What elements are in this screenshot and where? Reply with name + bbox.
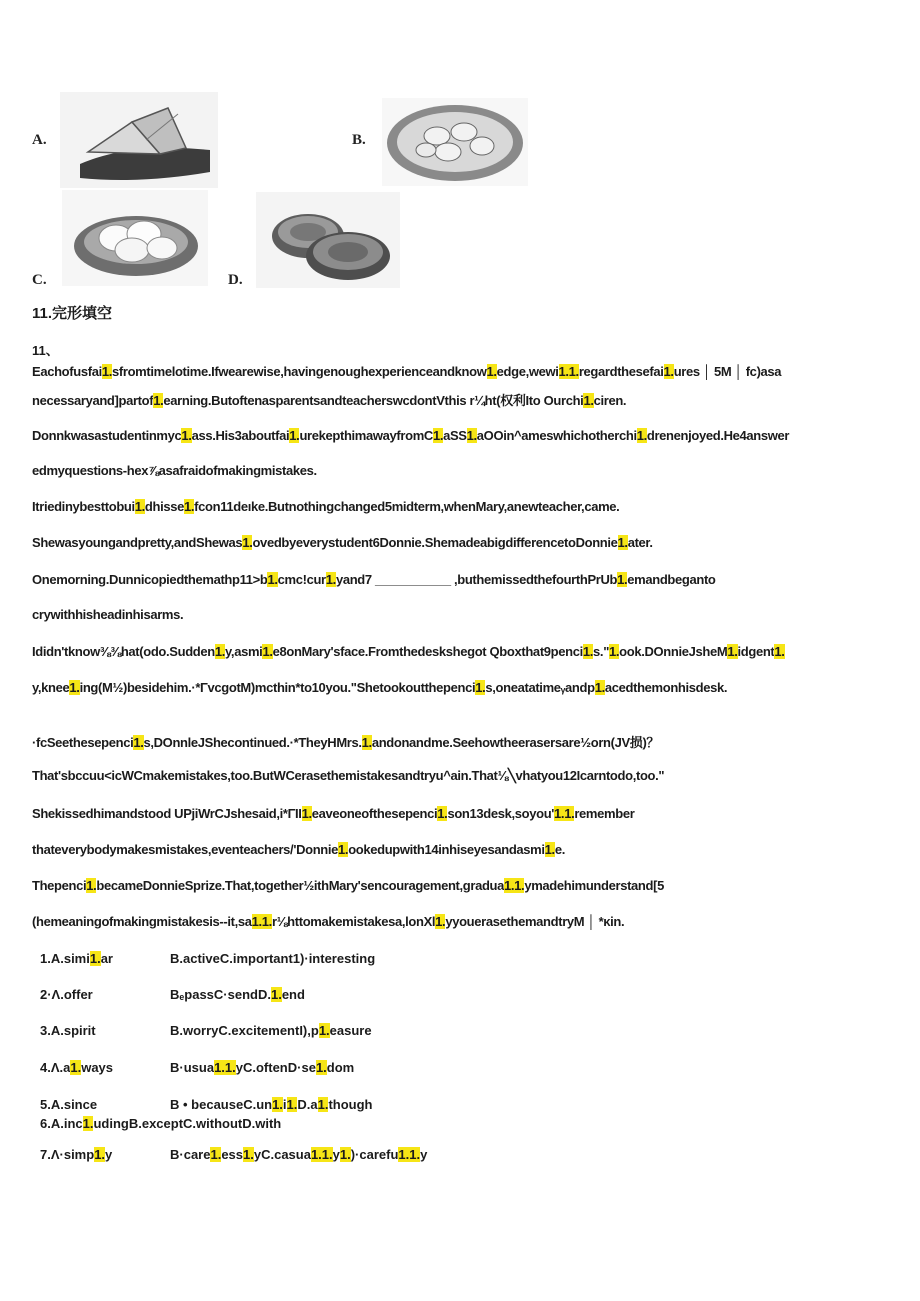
highlighted-text: 1. [301, 806, 312, 821]
passage-line [32, 914, 624, 929]
highlighted-text: 1. [338, 842, 349, 857]
highlighted-text: 1. [475, 680, 486, 695]
text-segment: dom [326, 1060, 355, 1075]
choice-option-a [40, 1060, 170, 1075]
highlighted-text: 1. [86, 878, 97, 893]
highlighted-text: 1. [89, 951, 101, 966]
text-segment: Onemorning.Dunnicopiedthemathp11>b [32, 572, 268, 587]
text-segment: earning.ButoftenasparentsandteacherswcdontVthis r¼ht(权利Ito Ourchi [163, 393, 584, 408]
highlighted-text: 1. [82, 1116, 94, 1131]
choice-row [40, 1116, 281, 1131]
text-segment: y [420, 1147, 428, 1162]
text-segment: r⅛httomakemistakesa,lonXl [271, 914, 436, 929]
passage-line [32, 607, 183, 622]
choice-option-a [40, 1097, 170, 1112]
passage-line [32, 364, 781, 379]
highlighted-text: 1. [437, 806, 448, 821]
text-segment: Shekissedhimandstood UPjiWrCJshesaid,i*ΓII [32, 806, 302, 821]
highlighted-text: 1. [214, 644, 226, 659]
choice-row [40, 1147, 427, 1162]
text-segment: emandbeganto [627, 572, 716, 587]
text-segment: 5.A.since [40, 1097, 98, 1112]
highlighted-text: 1. [318, 1023, 330, 1038]
text-segment: B·usua [170, 1060, 215, 1075]
text-segment: acedthemonhisdesk. [604, 680, 728, 695]
highlighted-text: 1. [583, 393, 594, 408]
text-segment: (hemeaningofmakingmistakesis--it,sa [32, 914, 252, 929]
passage-line [32, 499, 619, 514]
choice-row [40, 1023, 372, 1038]
text-segment: drenenjoyed.He4answer [646, 428, 790, 443]
highlighted-text: 1. [286, 1097, 298, 1112]
highlighted-text: 1. [133, 735, 144, 750]
text-segment: aSS [443, 428, 467, 443]
text-segment: s." [593, 644, 610, 659]
option-d-letter: D. [228, 272, 243, 288]
text-segment: e. [554, 842, 565, 857]
text-segment: ciren. [593, 393, 627, 408]
text-segment: son13desk,soyou' [447, 806, 555, 821]
passage-line [32, 842, 565, 857]
highlighted-text: 1. [101, 364, 112, 379]
highlighted-text: 1. [582, 644, 594, 659]
choice-options-rest [170, 1023, 372, 1038]
text-segment: D.a [297, 1097, 318, 1112]
highlighted-text: 1. [432, 428, 444, 443]
highlighted-text: 1. [70, 1060, 82, 1075]
highlighted-text: 1. [243, 1147, 254, 1162]
text-segment: ater. [627, 535, 653, 550]
text-segment: ovedbyeverystudent6Donnie.ShemadeabigdifferencetoDonnie [252, 535, 618, 550]
text-segment: s,DOnnleJShecontinued.·*TheyHMrs. [143, 735, 362, 750]
highlighted-text: 1. [262, 644, 273, 659]
option-b-letter: B. [352, 132, 366, 148]
text-segment: That'sbccuu<icWCmakemistakes,too.ButWCerasethemistakesandtryu^ain.That⅛╲vhatyou12Icarntodo,too." [32, 768, 665, 783]
text-segment: remember [574, 806, 635, 821]
text-segment: y [105, 1147, 113, 1162]
text-segment: Donnkwasastudentinmyc [32, 428, 182, 443]
text-segment: edmyquestions-hex⅞asafraidofmakingmistakes. [32, 463, 317, 478]
highlighted-text: 1.1. [251, 914, 272, 929]
text-segment: Shewasyoungandpretty,andShewas [32, 535, 243, 550]
text-segment: y,asmi [225, 644, 263, 659]
text-segment: idgent [737, 644, 775, 659]
highlighted-text: 1. [317, 1097, 329, 1112]
text-segment: thateverybodymakesmistakes,eventeachers/'Donnie [32, 842, 339, 857]
choice-option-a [40, 951, 170, 966]
text-segment: e8onMary'sface.Fromthedeskshegot Qboxthat9penci [272, 644, 583, 659]
text-segment: s,oneatatimeᵧandp [485, 680, 595, 695]
choice-row [40, 1097, 373, 1112]
zongzi-picture [60, 92, 218, 188]
passage-line [32, 644, 785, 659]
highlighted-text: 1. [609, 644, 620, 659]
highlighted-text: 1. [339, 1147, 351, 1162]
text-segment: Eachofusfai [32, 364, 102, 379]
text-segment: ess [221, 1147, 244, 1162]
text-segment: B.worryC.excitementI),p [170, 1023, 319, 1038]
highlighted-text: 1. [544, 842, 555, 857]
passage-line [32, 878, 664, 893]
highlighted-text: 1. [69, 680, 80, 695]
passage-line [32, 463, 317, 478]
text-segment: BₑpassC·sendD. [170, 987, 271, 1002]
text-segment: cmc!cur [277, 572, 326, 587]
choice-row [40, 987, 305, 1002]
text-segment: fcon11deıke.Butnothingchanged5midterm,whenMary,anewteacher,came. [194, 499, 620, 514]
highlighted-text: 1.1. [398, 1147, 421, 1162]
highlighted-text: 1. [181, 428, 192, 443]
option-a-letter: A. [32, 132, 47, 148]
highlighted-text: 1. [270, 987, 282, 1002]
highlighted-text: 1. [272, 1097, 283, 1112]
highlighted-text: 1. [94, 1147, 106, 1162]
text-segment: end [281, 987, 305, 1002]
highlighted-text: 1. [466, 428, 477, 443]
text-segment: eaveoneofthesepenci [311, 806, 438, 821]
highlighted-text: 1. [774, 644, 785, 659]
text-segment: crywithhisheadinhisarms. [32, 607, 184, 622]
text-segment: becameDonnieSprize.That,together½ithMary'sencouragement,gradua [96, 878, 505, 893]
mooncakes-picture [256, 192, 400, 288]
choice-options-rest [170, 987, 305, 1002]
dumplings-plate-picture [382, 98, 528, 186]
choice-option-a [40, 1147, 170, 1162]
text-segment: easure [329, 1023, 372, 1038]
highlighted-text: 1. [636, 428, 647, 443]
text-segment: y,knee [32, 680, 70, 695]
text-segment: 6.A.inc [40, 1116, 83, 1131]
text-segment: urekepthimawayfromC [299, 428, 433, 443]
text-segment: ·fcSeethesepenci [32, 735, 134, 750]
text-segment: though [328, 1097, 373, 1112]
text-segment: necessaryand]partof [32, 393, 154, 408]
choice-option-a [40, 1023, 170, 1038]
text-segment: yC.casua [253, 1147, 311, 1162]
passage-line [32, 572, 716, 587]
text-segment: dhisse [144, 499, 185, 514]
text-segment: yC.oftenD·se [235, 1060, 316, 1075]
passage-line [32, 768, 664, 784]
highlighted-text: 1. [727, 644, 738, 659]
text-segment: ways [81, 1060, 114, 1075]
text-segment: yand7 ___________ ,buthemissedthefourthPrUb [335, 572, 618, 587]
text-segment: Ididn'tknow⅜⅜hat(odo.Sudden [32, 644, 215, 659]
text-segment: 1.A.simi [40, 951, 90, 966]
text-segment: edge,wewi [496, 364, 559, 379]
highlighted-text: 1. [134, 499, 145, 514]
highlighted-text: 1. [315, 1060, 327, 1075]
highlighted-text: 1.1. [558, 364, 579, 379]
highlighted-text: 1. [361, 735, 372, 750]
highlighted-text: 1. [617, 572, 628, 587]
text-segment: Thepenci [32, 878, 87, 893]
highlighted-text: 1. [325, 572, 336, 587]
highlighted-text: 1. [289, 428, 300, 443]
highlighted-text: 1. [267, 572, 278, 587]
choice-options-rest [170, 1060, 354, 1075]
passage-line [32, 428, 789, 443]
text-segment: ar [100, 951, 113, 966]
text-segment: aOOin^ameswhichotherchi [476, 428, 637, 443]
highlighted-text: 1.1. [554, 806, 575, 821]
highlighted-text: 1.1. [504, 878, 525, 893]
passage-line [32, 806, 634, 821]
text-segment: yyouerasethemandtryM │ *κin. [445, 914, 625, 929]
choice-row [40, 1060, 354, 1075]
text-segment: ing(M½)besidehim.·*ΓvcgotM)mcthin*to10you."Shetookoutthepenci [79, 680, 476, 695]
highlighted-text: 1. [663, 364, 674, 379]
highlighted-text: 1. [153, 393, 164, 408]
choice-options-rest [170, 951, 375, 966]
passage-line [32, 680, 727, 695]
highlighted-text: 1.1. [310, 1147, 333, 1162]
text-segment: ook.DOnnieJsheM [619, 644, 728, 659]
text-segment: 2·Λ.offer [40, 987, 93, 1002]
choice-options-rest [170, 1147, 427, 1162]
text-segment: B·care [170, 1147, 211, 1162]
text-segment: ures │ 5M │ fc)asa [673, 364, 782, 379]
text-segment: i [282, 1097, 287, 1112]
text-segment: B • becauseC.un [170, 1097, 273, 1112]
highlighted-text: 1. [184, 499, 195, 514]
option-c-letter: C. [32, 272, 47, 288]
text-segment: udingB.exceptC.withoutD.with [93, 1116, 282, 1131]
highlighted-text: 1. [594, 680, 605, 695]
passage-line [32, 535, 653, 550]
text-segment: regardthesefai [578, 364, 664, 379]
text-segment: 3.A.spirit [40, 1023, 96, 1038]
highlighted-text: 1. [486, 364, 497, 379]
text-segment: sfromtimelotime.Ifwearewise,havingenoughexperienceandknow [112, 364, 487, 379]
text-segment: ookedupwith14inhiseyesandasmi [348, 842, 545, 857]
passage-line [32, 390, 626, 409]
text-segment: ymadehimunderstand[5 [524, 878, 664, 893]
eggs-nest-picture [62, 190, 208, 286]
text-segment: B.activeC.important1)·interesting [170, 951, 376, 966]
choice-row [40, 951, 375, 966]
question-number: 11、 [32, 343, 59, 358]
text-segment: y [332, 1147, 340, 1162]
text-segment: )·carefu [350, 1147, 399, 1162]
highlighted-text: 1.1. [214, 1060, 236, 1075]
highlighted-text: 1. [617, 535, 628, 550]
choice-options-rest [170, 1097, 373, 1112]
text-segment: 7.Λ·simp [40, 1147, 95, 1162]
passage-line [32, 732, 659, 751]
highlighted-text: 1. [435, 914, 446, 929]
highlighted-text: 1. [242, 535, 253, 550]
choice-option-a [40, 987, 170, 1002]
text-segment: ass.His3aboutfai [191, 428, 290, 443]
highlighted-text: 1. [210, 1147, 222, 1162]
text-segment: Itriedinybesttobui [32, 499, 135, 514]
section-title: 11.完形填空 [32, 305, 113, 322]
text-segment: 4.Λ.a [40, 1060, 71, 1075]
choice-option-a [40, 1116, 281, 1131]
text-segment: andonandme.Seehowtheerasersare½orn(JV损)？ [371, 735, 660, 750]
